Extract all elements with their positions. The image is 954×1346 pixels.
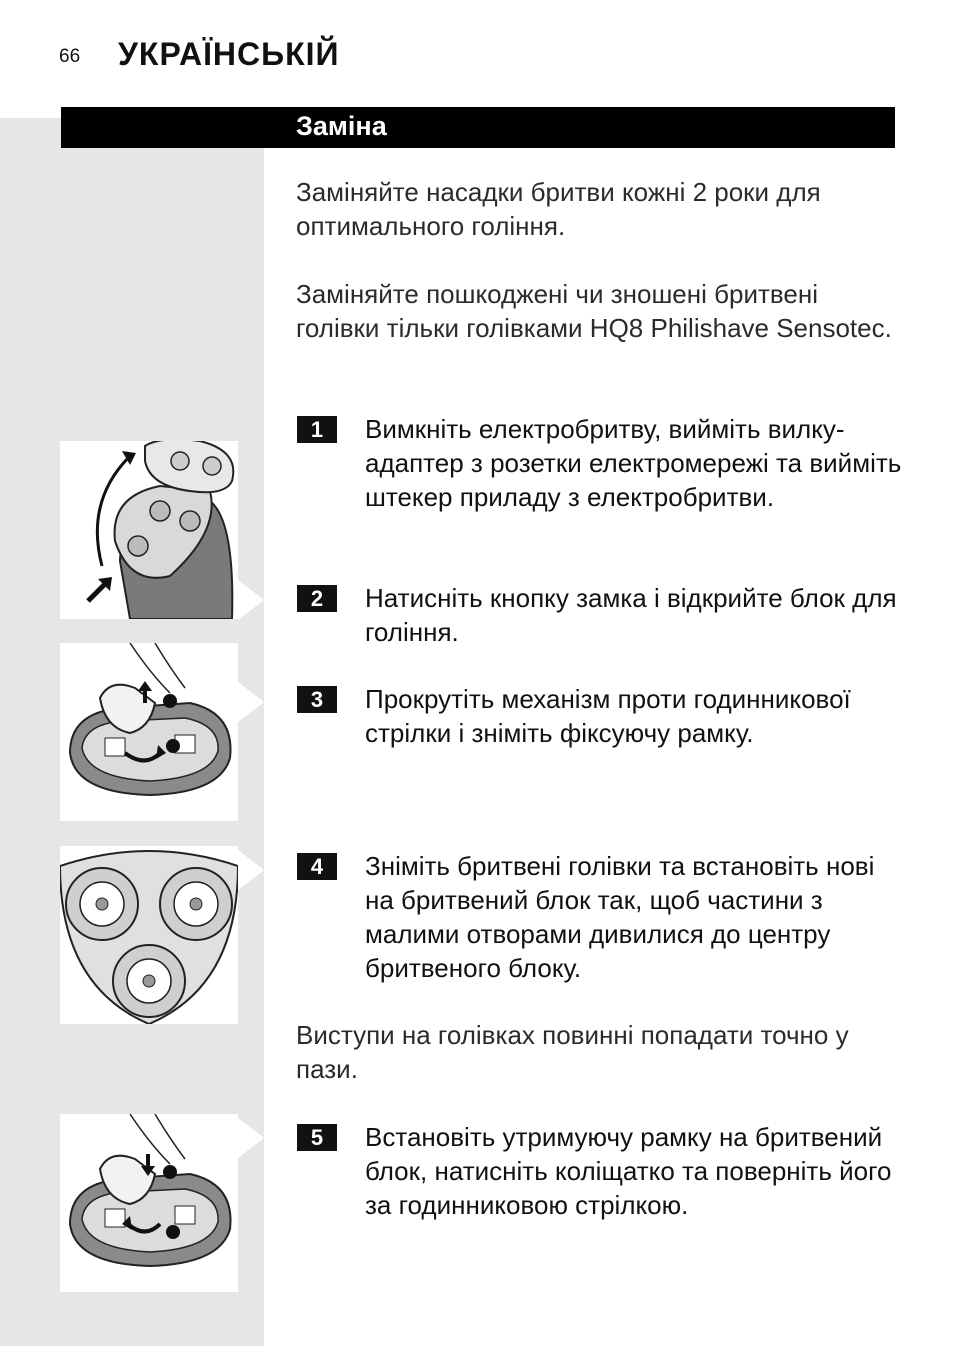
language-heading: УКРАЇНСЬКІЙ [118, 36, 340, 72]
step-4-badge: 4 [297, 853, 337, 880]
step-5-text: Встановіть утримуючу рамку на бритвений блок, натисніть коліщатко та поверніть його за годинниковою стрілкою. [365, 1122, 892, 1220]
illustration-4-pointer [238, 1118, 264, 1158]
illustration-2-pointer [238, 682, 264, 722]
section-title: Заміна [296, 111, 387, 141]
step-1-text: Вимкніть електробритву, вийміть вилку-адаптер з розетки електромережі та вийміть штекер приладу з електробритви. [365, 414, 902, 512]
intro-paragraph-2: Заміняйте пошкоджені чи зношені бритвені голівки тільки голівками HQ8 Philishave Sensotec. [296, 279, 892, 343]
remove-retaining-frame-illustration [60, 643, 238, 821]
step-2-badge: 2 [297, 585, 337, 612]
step-3-text: Прокрутіть механізм проти годинникової стрілки і зніміть фіксуючу рамку. [365, 684, 851, 748]
step-3-badge: 3 [297, 686, 337, 713]
step-1-badge: 1 [297, 416, 337, 443]
intro-paragraph-1: Заміняйте насадки бритви кожні 2 роки для оптимального гоління. [296, 177, 821, 241]
step-4-text: Зніміть бритвені голівки та встановіть нові на бритвений блок так, щоб частини з малими отворами дивилися до центру бритвеного блоку. [365, 851, 875, 983]
shaving-heads-illustration [60, 846, 238, 1024]
section-bar [61, 107, 895, 148]
page-number: 66 [59, 46, 81, 67]
illustration-3-pointer [238, 850, 264, 890]
illustration-1-pointer [238, 580, 264, 620]
note-paragraph: Виступи на голівках повинні попадати точно у пази. [296, 1020, 849, 1084]
step-5-badge: 5 [297, 1124, 337, 1151]
step-2-text: Натисніть кнопку замка і відкрийте блок для гоління. [365, 583, 897, 647]
open-shaver-unit-illustration [60, 441, 238, 619]
install-retaining-frame-illustration [60, 1114, 238, 1292]
